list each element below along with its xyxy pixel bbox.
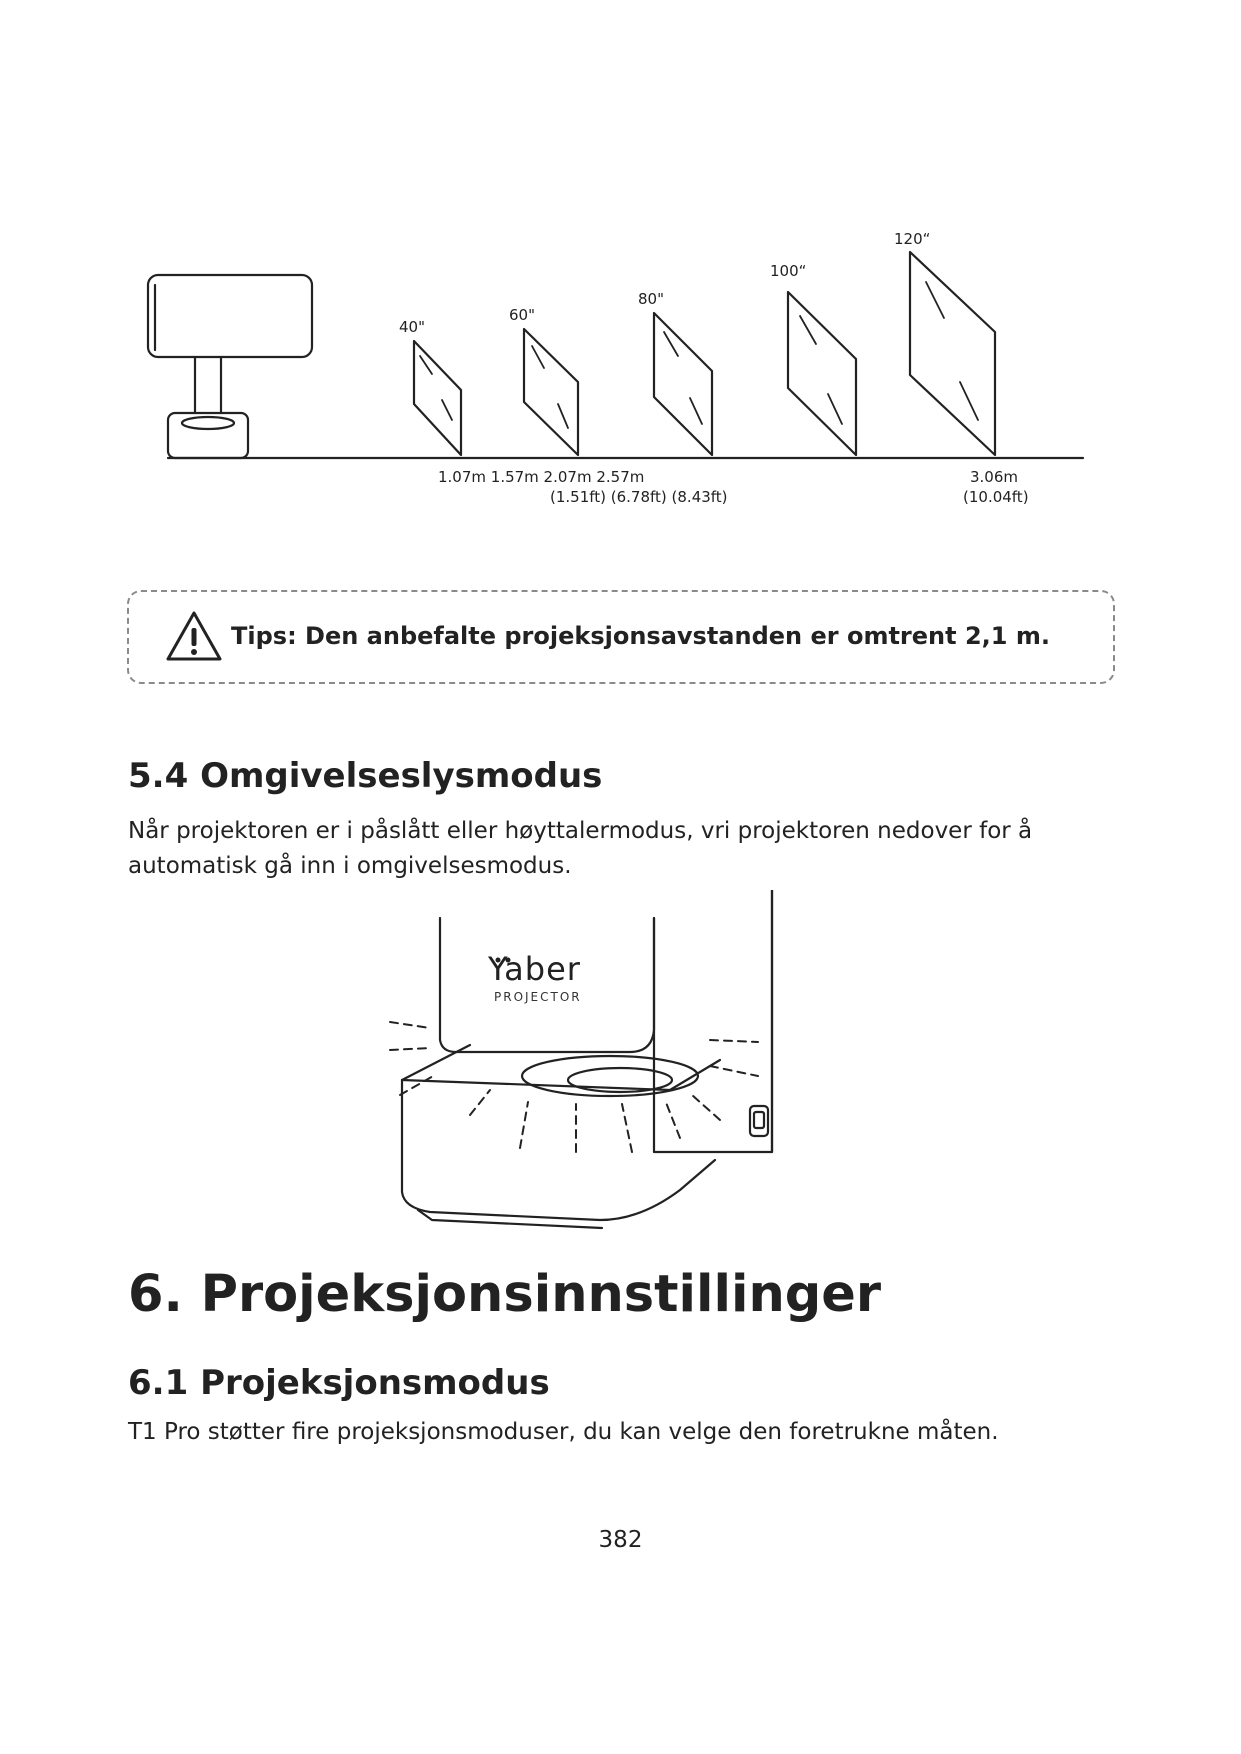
screen-100 <box>788 292 856 455</box>
screen-size-label-100: 100“ <box>770 262 807 280</box>
chapter-6-title: 6. Projeksjonsinnstillinger <box>128 1265 882 1324</box>
screen-80 <box>654 313 712 455</box>
projector-brand-subtitle: PROJECTOR <box>494 990 582 1004</box>
section-5-4-title: 5.4 Omgivelseslysmodus <box>128 756 603 796</box>
projector-brand-logo: Yaber <box>488 950 581 988</box>
screen-120 <box>910 252 995 455</box>
section-5-4-body: Når projektoren er i påslått eller høyttalermodus, vri projektoren nedover for å automatisk gå inn i omgivelsesmodus. <box>128 818 1033 879</box>
distances-meters: 1.07m 1.57m 2.07m 2.57m <box>438 468 645 486</box>
projection-distance-diagram <box>0 0 1241 540</box>
projector-illustration-graphic <box>380 890 780 1230</box>
screen-size-label-40: 40" <box>399 318 425 336</box>
screen-size-label-120: 120“ <box>894 230 931 248</box>
distances-feet: (1.51ft) (6.78ft) (8.43ft) <box>550 488 728 506</box>
section-6-1-body: T1 Pro støtter fire projeksjonsmoduser, du kan velge den foretrukne måten. <box>128 1419 999 1445</box>
projector-ambient-illustration <box>380 890 780 1230</box>
screen-size-label-60: 60" <box>509 306 535 324</box>
screen-size-label-80: 80" <box>638 290 664 308</box>
warning-triangle-icon <box>165 609 223 663</box>
distance-diagram-graphic <box>0 0 1241 540</box>
screen-60 <box>524 329 578 455</box>
projector-side-icon <box>148 275 312 458</box>
screen-40 <box>414 341 461 455</box>
section-6-1-title: 6.1 Projeksjonsmodus <box>128 1363 550 1403</box>
page-number: 382 <box>598 1527 643 1553</box>
tips-text: Tips: Den anbefalte projeksjonsavstanden er omtrent 2,1 m. <box>231 622 1050 650</box>
tips-box <box>127 590 1115 684</box>
max-distance-feet: (10.04ft) <box>963 488 1029 506</box>
max-distance-meters: 3.06m <box>970 468 1019 486</box>
